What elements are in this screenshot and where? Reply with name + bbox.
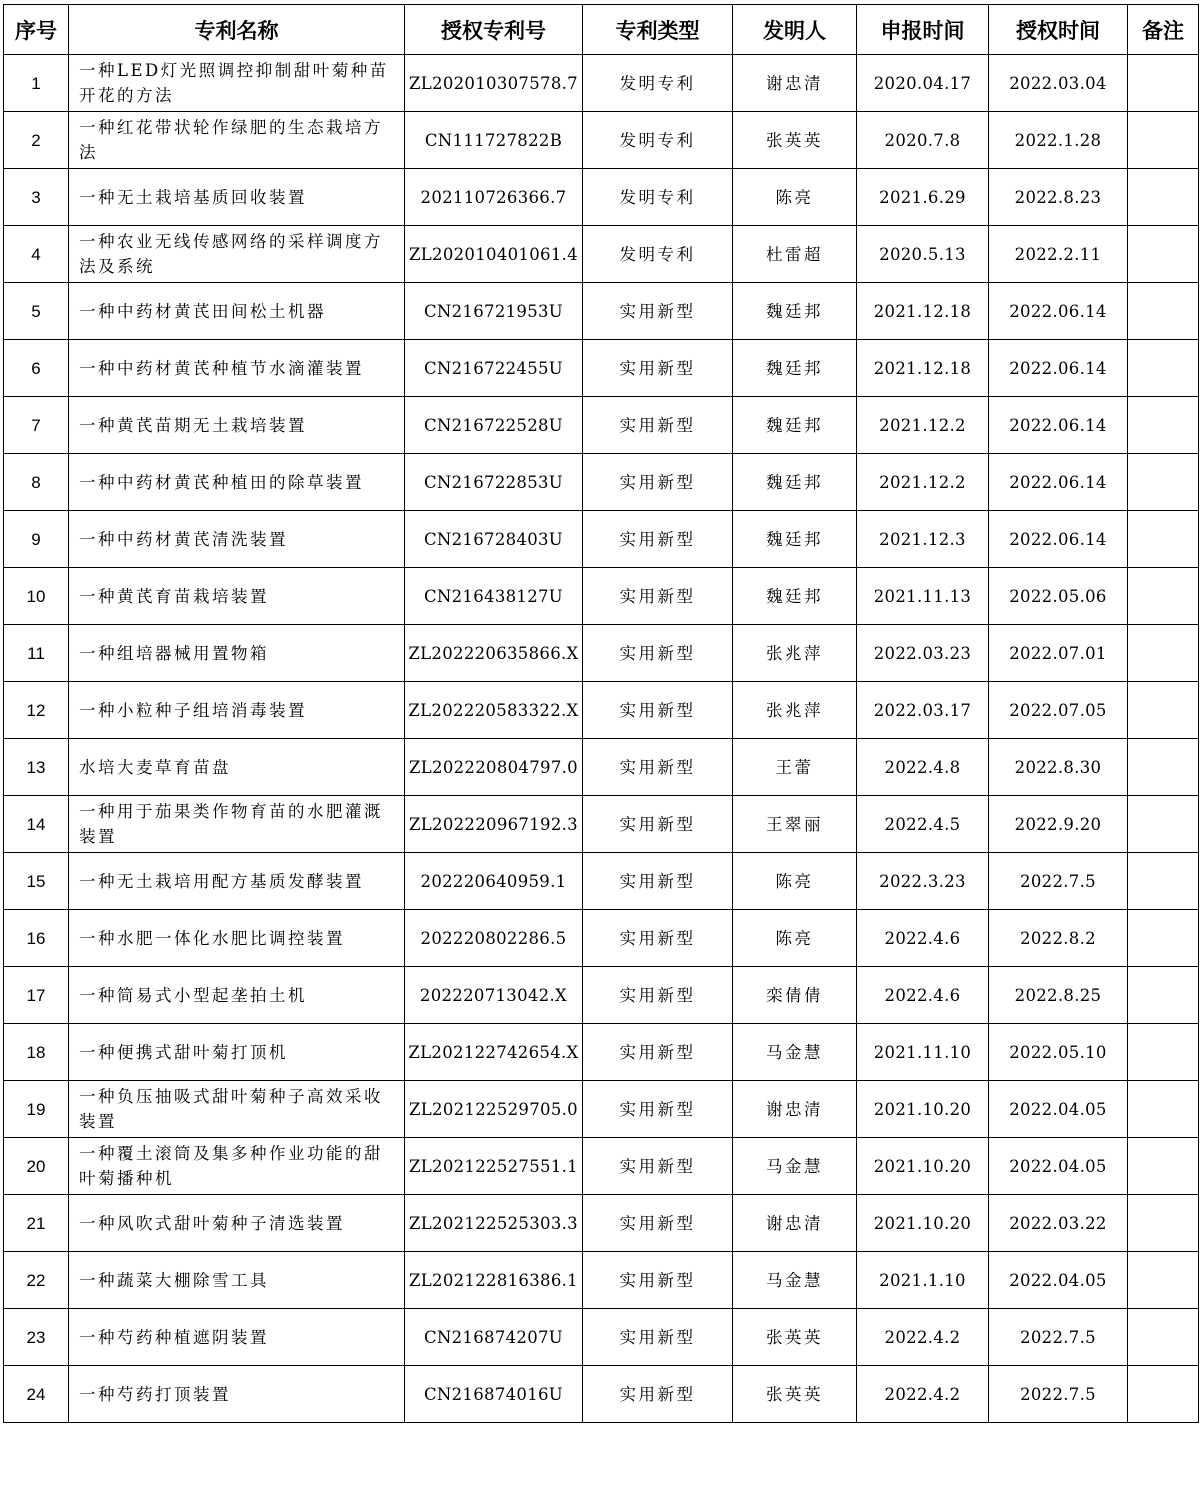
cell-patent-number: ZL202220967192.3 [405,796,583,853]
cell-seq: 14 [4,796,69,853]
cell-note [1128,910,1199,967]
patent-table-container [3,4,1199,1423]
cell-patent-number: ZL202010401061.4 [405,226,583,283]
cell-patent-number: ZL202122816386.1 [405,1252,583,1309]
cell-inventor: 魏廷邦 [733,568,857,625]
cell-note [1128,796,1199,853]
cell-patent-name: 一种无土栽培基质回收装置 [69,169,405,226]
cell-patent-type: 实用新型 [583,1195,733,1252]
cell-patent-type: 实用新型 [583,682,733,739]
cell-note [1128,454,1199,511]
cell-patent-type: 实用新型 [583,910,733,967]
cell-patent-number: ZL202122527551.1 [405,1138,583,1195]
cell-patent-type: 实用新型 [583,283,733,340]
cell-seq: 4 [4,226,69,283]
cell-patent-type: 实用新型 [583,796,733,853]
cell-inventor: 栾倩倩 [733,967,857,1024]
cell-patent-name: 一种简易式小型起垄拍土机 [69,967,405,1024]
table-row [4,910,1199,967]
cell-seq: 24 [4,1366,69,1423]
table-row [4,340,1199,397]
cell-patent-number: ZL202122742654.X [405,1024,583,1081]
cell-patent-type: 实用新型 [583,454,733,511]
cell-seq: 11 [4,625,69,682]
header-seq: 序号 [4,5,69,55]
cell-grant-date: 2022.9.20 [989,796,1128,853]
cell-patent-name: 一种覆土滚筒及集多种作业功能的甜叶菊播种机 [69,1138,405,1195]
cell-grant-date: 2022.05.10 [989,1024,1128,1081]
table-row [4,283,1199,340]
cell-seq: 7 [4,397,69,454]
cell-patent-name: 一种风吹式甜叶菊种子清选装置 [69,1195,405,1252]
cell-apply-date: 2021.12.18 [857,340,989,397]
cell-inventor: 马金慧 [733,1138,857,1195]
cell-seq: 18 [4,1024,69,1081]
cell-inventor: 张英英 [733,1366,857,1423]
cell-apply-date: 2021.1.10 [857,1252,989,1309]
cell-note [1128,1138,1199,1195]
cell-seq: 3 [4,169,69,226]
cell-apply-date: 2021.12.18 [857,283,989,340]
table-row [4,226,1199,283]
cell-patent-number: CN111727822B [405,112,583,169]
cell-patent-number: 202220802286.5 [405,910,583,967]
cell-inventor: 马金慧 [733,1024,857,1081]
header-row [4,5,1199,55]
cell-patent-name: 一种负压抽吸式甜叶菊种子高效采收装置 [69,1081,405,1138]
cell-patent-name: 一种中药材黄芪种植田的除草装置 [69,454,405,511]
cell-seq: 17 [4,967,69,1024]
cell-seq: 9 [4,511,69,568]
table-row [4,454,1199,511]
cell-grant-date: 2022.04.05 [989,1081,1128,1138]
cell-patent-name: 一种黄芪苗期无土栽培装置 [69,397,405,454]
table-row [4,853,1199,910]
cell-patent-name: 一种用于茄果类作物育苗的水肥灌溉装置 [69,796,405,853]
cell-patent-type: 实用新型 [583,1252,733,1309]
cell-grant-date: 2022.06.14 [989,397,1128,454]
cell-grant-date: 2022.8.2 [989,910,1128,967]
header-inventor: 发明人 [733,5,857,55]
cell-note [1128,568,1199,625]
cell-patent-type: 实用新型 [583,853,733,910]
cell-patent-number: 202220713042.X [405,967,583,1024]
cell-patent-number: CN216874207U [405,1309,583,1366]
cell-apply-date: 2022.4.6 [857,910,989,967]
cell-patent-number: CN216722853U [405,454,583,511]
cell-patent-number: CN216721953U [405,283,583,340]
cell-seq: 5 [4,283,69,340]
cell-patent-type: 发明专利 [583,226,733,283]
cell-apply-date: 2021.11.13 [857,568,989,625]
table-row [4,1366,1199,1423]
cell-patent-name: 一种蔬菜大棚除雪工具 [69,1252,405,1309]
table-row [4,1309,1199,1366]
table-row [4,1138,1199,1195]
cell-apply-date: 2021.12.2 [857,454,989,511]
cell-patent-number: ZL202010307578.7 [405,55,583,112]
cell-apply-date: 2022.4.8 [857,739,989,796]
cell-patent-name: 一种LED灯光照调控抑制甜叶菊种苗开花的方法 [69,55,405,112]
cell-inventor: 王蕾 [733,739,857,796]
cell-seq: 22 [4,1252,69,1309]
cell-patent-type: 实用新型 [583,625,733,682]
cell-patent-name: 水培大麦草育苗盘 [69,739,405,796]
cell-grant-date: 2022.7.5 [989,853,1128,910]
cell-inventor: 魏廷邦 [733,340,857,397]
cell-inventor: 谢忠清 [733,1195,857,1252]
cell-apply-date: 2021.10.20 [857,1081,989,1138]
cell-note [1128,511,1199,568]
cell-seq: 16 [4,910,69,967]
cell-inventor: 陈亮 [733,910,857,967]
cell-seq: 10 [4,568,69,625]
cell-apply-date: 2022.4.5 [857,796,989,853]
cell-grant-date: 2022.04.05 [989,1252,1128,1309]
cell-patent-type: 实用新型 [583,739,733,796]
cell-note [1128,226,1199,283]
cell-note [1128,1252,1199,1309]
cell-seq: 8 [4,454,69,511]
cell-patent-name: 一种小粒种子组培消毒装置 [69,682,405,739]
cell-patent-type: 实用新型 [583,1309,733,1366]
cell-grant-date: 2022.04.05 [989,1138,1128,1195]
cell-grant-date: 2022.05.06 [989,568,1128,625]
cell-seq: 19 [4,1081,69,1138]
cell-note [1128,739,1199,796]
table-row [4,55,1199,112]
cell-patent-number: CN216728403U [405,511,583,568]
cell-patent-type: 实用新型 [583,1366,733,1423]
cell-note [1128,853,1199,910]
cell-patent-number: CN216874016U [405,1366,583,1423]
cell-patent-type: 实用新型 [583,568,733,625]
header-patent-type: 专利类型 [583,5,733,55]
patent-table [3,4,1199,1423]
table-row [4,169,1199,226]
cell-patent-type: 实用新型 [583,1024,733,1081]
cell-patent-type: 实用新型 [583,1138,733,1195]
cell-note [1128,283,1199,340]
cell-apply-date: 2021.6.29 [857,169,989,226]
cell-apply-date: 2020.04.17 [857,55,989,112]
cell-grant-date: 2022.07.01 [989,625,1128,682]
cell-note [1128,397,1199,454]
cell-patent-number: CN216722455U [405,340,583,397]
cell-grant-date: 2022.06.14 [989,283,1128,340]
cell-seq: 6 [4,340,69,397]
cell-note [1128,1024,1199,1081]
cell-note [1128,112,1199,169]
cell-apply-date: 2021.10.20 [857,1138,989,1195]
cell-apply-date: 2021.10.20 [857,1195,989,1252]
cell-apply-date: 2022.4.2 [857,1366,989,1423]
cell-patent-name: 一种芍药种植遮阴装置 [69,1309,405,1366]
cell-grant-date: 2022.8.30 [989,739,1128,796]
cell-note [1128,55,1199,112]
cell-patent-number: CN216438127U [405,568,583,625]
cell-inventor: 杜雷超 [733,226,857,283]
cell-inventor: 魏廷邦 [733,454,857,511]
cell-inventor: 张英英 [733,1309,857,1366]
cell-grant-date: 2022.1.28 [989,112,1128,169]
cell-patent-name: 一种水肥一体化水肥比调控装置 [69,910,405,967]
table-row [4,682,1199,739]
cell-patent-number: 202110726366.7 [405,169,583,226]
table-row [4,796,1199,853]
table-row [4,1252,1199,1309]
cell-grant-date: 2022.7.5 [989,1366,1128,1423]
cell-grant-date: 2022.03.22 [989,1195,1128,1252]
table-row [4,967,1199,1024]
cell-patent-number: ZL202122529705.0 [405,1081,583,1138]
table-row [4,625,1199,682]
cell-seq: 12 [4,682,69,739]
cell-apply-date: 2021.12.2 [857,397,989,454]
cell-grant-date: 2022.06.14 [989,454,1128,511]
cell-grant-date: 2022.06.14 [989,511,1128,568]
cell-patent-name: 一种中药材黄芪清洗装置 [69,511,405,568]
cell-note [1128,340,1199,397]
cell-apply-date: 2022.03.23 [857,625,989,682]
table-row [4,397,1199,454]
table-row [4,1024,1199,1081]
cell-inventor: 陈亮 [733,853,857,910]
cell-patent-number: ZL202122525303.3 [405,1195,583,1252]
header-apply-date: 申报时间 [857,5,989,55]
cell-patent-type: 发明专利 [583,55,733,112]
cell-apply-date: 2022.4.2 [857,1309,989,1366]
header-patent-number: 授权专利号 [405,5,583,55]
cell-patent-name: 一种农业无线传感网络的采样调度方法及系统 [69,226,405,283]
table-row [4,1081,1199,1138]
cell-patent-number: CN216722528U [405,397,583,454]
table-row [4,112,1199,169]
cell-inventor: 王翠丽 [733,796,857,853]
cell-grant-date: 2022.06.14 [989,340,1128,397]
cell-grant-date: 2022.8.25 [989,967,1128,1024]
cell-note [1128,625,1199,682]
table-row [4,1195,1199,1252]
cell-apply-date: 2021.12.3 [857,511,989,568]
header-note: 备注 [1128,5,1199,55]
cell-seq: 15 [4,853,69,910]
cell-grant-date: 2022.8.23 [989,169,1128,226]
cell-apply-date: 2022.4.6 [857,967,989,1024]
cell-inventor: 谢忠清 [733,1081,857,1138]
cell-grant-date: 2022.07.05 [989,682,1128,739]
cell-note [1128,1366,1199,1423]
cell-patent-name: 一种便携式甜叶菊打顶机 [69,1024,405,1081]
cell-apply-date: 2020.5.13 [857,226,989,283]
table-row [4,568,1199,625]
cell-inventor: 魏廷邦 [733,511,857,568]
cell-patent-type: 实用新型 [583,340,733,397]
cell-patent-number: ZL202220635866.X [405,625,583,682]
cell-apply-date: 2022.03.17 [857,682,989,739]
cell-seq: 20 [4,1138,69,1195]
cell-patent-number: ZL202220583322.X [405,682,583,739]
cell-seq: 1 [4,55,69,112]
cell-grant-date: 2022.2.11 [989,226,1128,283]
cell-patent-name: 一种组培器械用置物箱 [69,625,405,682]
cell-inventor: 魏廷邦 [733,397,857,454]
cell-note [1128,682,1199,739]
cell-note [1128,169,1199,226]
table-row [4,739,1199,796]
cell-inventor: 陈亮 [733,169,857,226]
cell-note [1128,1309,1199,1366]
cell-patent-type: 发明专利 [583,112,733,169]
cell-patent-name: 一种芍药打顶装置 [69,1366,405,1423]
table-row [4,511,1199,568]
cell-patent-name: 一种无土栽培用配方基质发酵装置 [69,853,405,910]
cell-inventor: 谢忠清 [733,55,857,112]
cell-inventor: 张兆萍 [733,625,857,682]
table-body [4,55,1199,1423]
cell-patent-type: 实用新型 [583,511,733,568]
cell-inventor: 魏廷邦 [733,283,857,340]
cell-patent-type: 实用新型 [583,1081,733,1138]
cell-grant-date: 2022.7.5 [989,1309,1128,1366]
cell-seq: 13 [4,739,69,796]
cell-note [1128,967,1199,1024]
cell-note [1128,1081,1199,1138]
cell-patent-type: 实用新型 [583,397,733,454]
header-grant-date: 授权时间 [989,5,1128,55]
cell-patent-name: 一种黄芪育苗栽培装置 [69,568,405,625]
cell-note [1128,1195,1199,1252]
cell-inventor: 张兆萍 [733,682,857,739]
cell-patent-number: 202220640959.1 [405,853,583,910]
cell-inventor: 张英英 [733,112,857,169]
cell-patent-type: 发明专利 [583,169,733,226]
cell-patent-name: 一种中药材黄芪田间松土机器 [69,283,405,340]
cell-patent-name: 一种中药材黄芪种植节水滴灌装置 [69,340,405,397]
cell-grant-date: 2022.03.04 [989,55,1128,112]
cell-patent-number: ZL202220804797.0 [405,739,583,796]
cell-apply-date: 2020.7.8 [857,112,989,169]
header-patent-name: 专利名称 [69,5,405,55]
cell-patent-name: 一种红花带状轮作绿肥的生态栽培方法 [69,112,405,169]
cell-seq: 2 [4,112,69,169]
cell-apply-date: 2022.3.23 [857,853,989,910]
cell-apply-date: 2021.11.10 [857,1024,989,1081]
cell-inventor: 马金慧 [733,1252,857,1309]
cell-seq: 21 [4,1195,69,1252]
cell-patent-type: 实用新型 [583,967,733,1024]
cell-seq: 23 [4,1309,69,1366]
